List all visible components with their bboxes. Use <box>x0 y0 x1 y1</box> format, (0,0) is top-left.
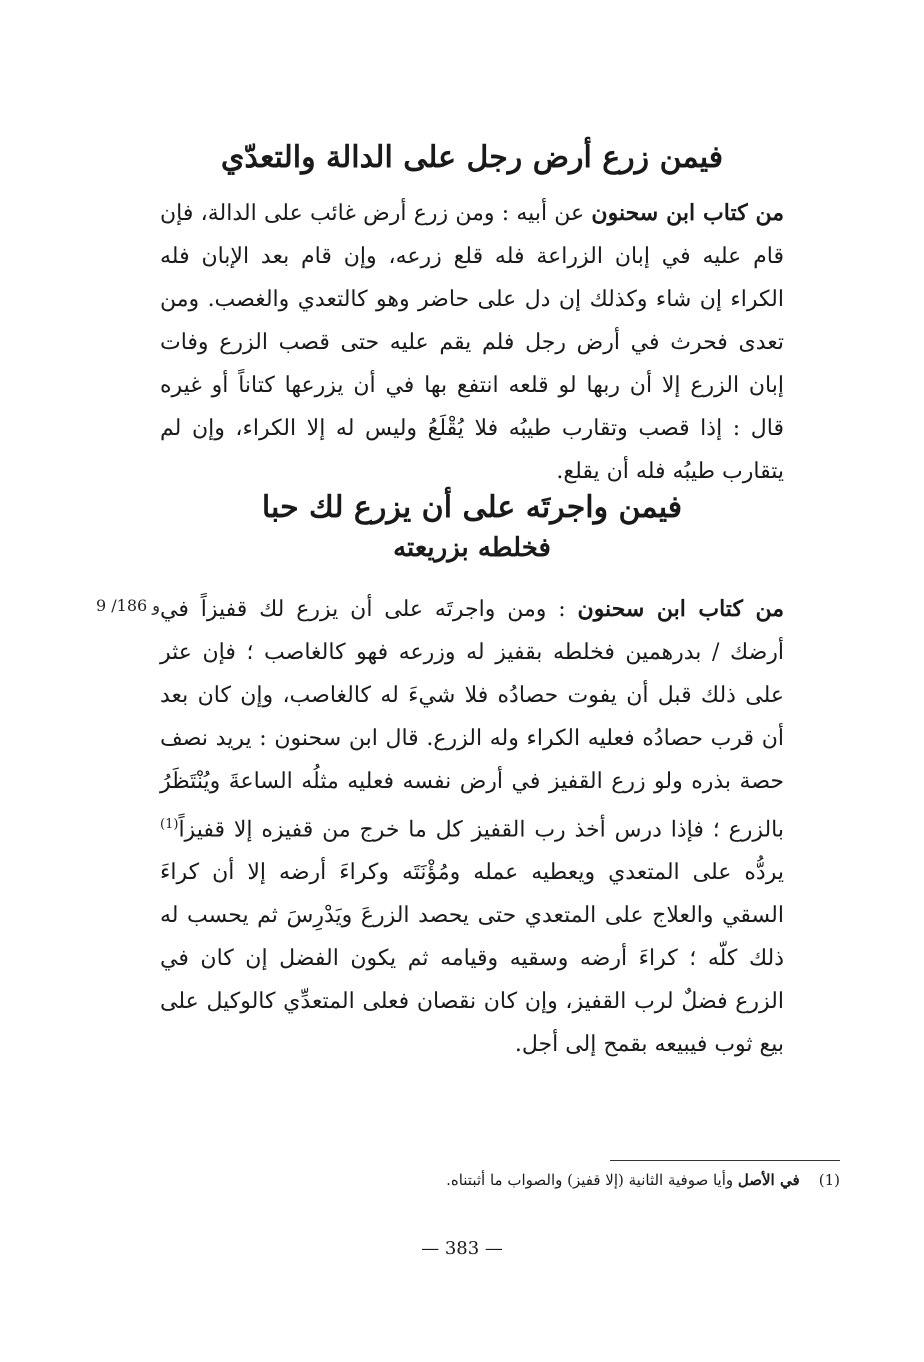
section-1-text: عن أبيه : ومن زرع أرض غائب على الدالة، فإن قام عليه في إبان الزراعة فله قلع زرعه، وإن قام بعد الإبان فله الكراء إن شاء وكذلك إن دل على حاضر وهو كالتعدي والغصب. ومن تعدى فحرث في أرض رجل فلم يقم عليه حتى قصب الزرع وفات إبان الزرع إلا أن ربها لو قلعه انتفع بها في أن يزرعها كتاناً أو غيره قال : إذا قصب وتقارب طيبُه فلا يُقْلَعُ وليس له إلا الكراء، وإن لم يتقارب طيبُه فله أن يقلع. <box>160 201 784 484</box>
section-2-heading <box>160 488 784 568</box>
footnote-text: وأيا صوفية الثانية (إلا قفيز) والصواب ما أثبتناه. <box>446 1171 738 1189</box>
section-1-heading: فيمن زرع أرض رجل على الدالة والتعدّي <box>220 140 724 175</box>
source-citation: من كتاب ابن سحنون <box>577 596 784 622</box>
footnote <box>390 1168 840 1192</box>
footnote-number: (1) <box>818 1171 840 1189</box>
footnote-bold-text: في الأصل <box>737 1171 800 1189</box>
footnote-divider <box>610 1160 840 1161</box>
section-2-heading-line-2: فخلطه بزريعته <box>393 533 551 563</box>
section-1-paragraph <box>160 192 784 493</box>
section-2-text-part-1: : ومن واجرتَه على أن يزرع لك قفيزاً في أرضك / بدرهمين فخلطه بقفيز له وزرعه فهو كالغاصب ؛ فإن عثر على ذلك قبل أن يفوت حصادُه فلا شيءَ له كالغاصب، وإن كان بعد أن قرب حصادُه فعليه الكراء وله الزرع. قال ابن سحنون : يريد نصف حصة بذره ولو زرع القفيز في أرض نفسه فعليه مثلُه الساعةَ ويُنْتَظَرُ بالزرع ؛ فإذا درس أخذ رب القفيز كل ما خرج من قفيزه إلا قفيزاً <box>160 597 784 843</box>
section-2-text-part-2: يردُّه على المتعدي ويعطيه عمله ومُؤْنَتَه وكراءَ أرضه إلا أن كراءَ السقي والعلاج على المتعدي حتى يحصد الزرعَ ويَدْرِسَ ثم يحسب له ذلك كلّه ؛ كراءَ أرضه وسقيه وقيامه ثم يكون الفضل إن كان في الزرع فضلٌ لرب القفيز، وإن كان نقصان فعلى المتعدِّي كالوكيل على بيع ثوب فيبيعه بقمح إلى أجل. <box>160 860 784 1058</box>
section-2-heading-line-1: فيمن واجرتَه على أن يزرع لك حبا <box>261 490 683 525</box>
section-2-paragraph <box>160 588 784 1066</box>
footnote-marker: (1) <box>160 817 179 832</box>
source-citation: من كتاب ابن سحنون <box>591 200 784 226</box>
manuscript-folio-reference: 9 /186 و <box>96 596 161 615</box>
page-number: — 383 — <box>421 1238 503 1259</box>
